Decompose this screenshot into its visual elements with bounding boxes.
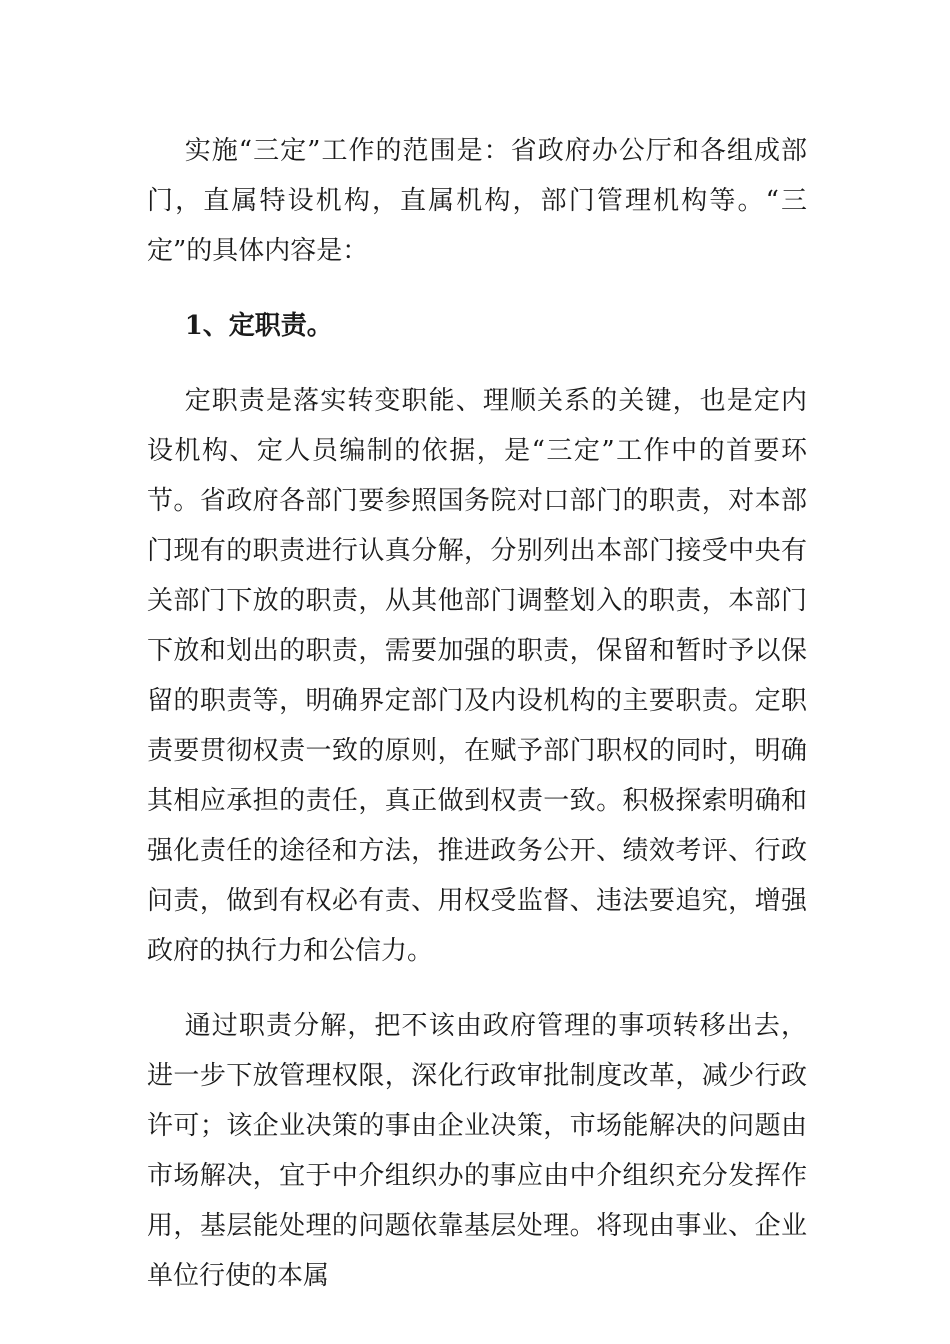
paragraph-spacer: [147, 976, 807, 1001]
section-heading-duties: 1、定职责。: [184, 311, 333, 341]
paragraph-duty-decomposition: 通过职责分解，把不该由政府管理的事项转移出去，进一步下放管理权限，深化行政审批制度改革，减少行政许可；该企业决策的事由企业决策，市场能解决的问题由市场解决，宜于中介组织办的事应由中介组织充分发挥作用，基层能处理的问题依靠基层处理。将现由事业、企业单位行使的本属: [147, 1011, 807, 1291]
document-body: [147, 126, 807, 1301]
paragraph-spacer: [147, 351, 807, 376]
paragraph-define-duties: 定职责是落实转变职能、理顺关系的关键，也是定内设机构、定人员编制的依据，是“三定”工作中的首要环节。省政府各部门要参照国务院对口部门的职责，对本部门现有的职责进行认真分解，分别列出本部门接受中央有关部门下放的职责，从其他部门调整划入的职责，本部门下放和划出的职责，需要加强的职责，保留和暂时予以保留的职责等，明确界定部门及内设机构的主要职责。定职责要贯彻权责一致的原则，在赋予部门职权的同时，明确其相应承担的责任，真正做到权责一致。积极探索明确和强化责任的途径和方法，推进政务公开、绩效考评、行政问责，做到有权必有责、用权受监督、违法要追究，增强政府的执行力和公信力。: [147, 386, 807, 966]
paragraph-spacer: [147, 276, 807, 301]
paragraph-scope: 实施“三定”工作的范围是：省政府办公厅和各组成部门，直属特设机构，直属机构，部门管理机构等。“三定”的具体内容是：: [147, 136, 807, 266]
